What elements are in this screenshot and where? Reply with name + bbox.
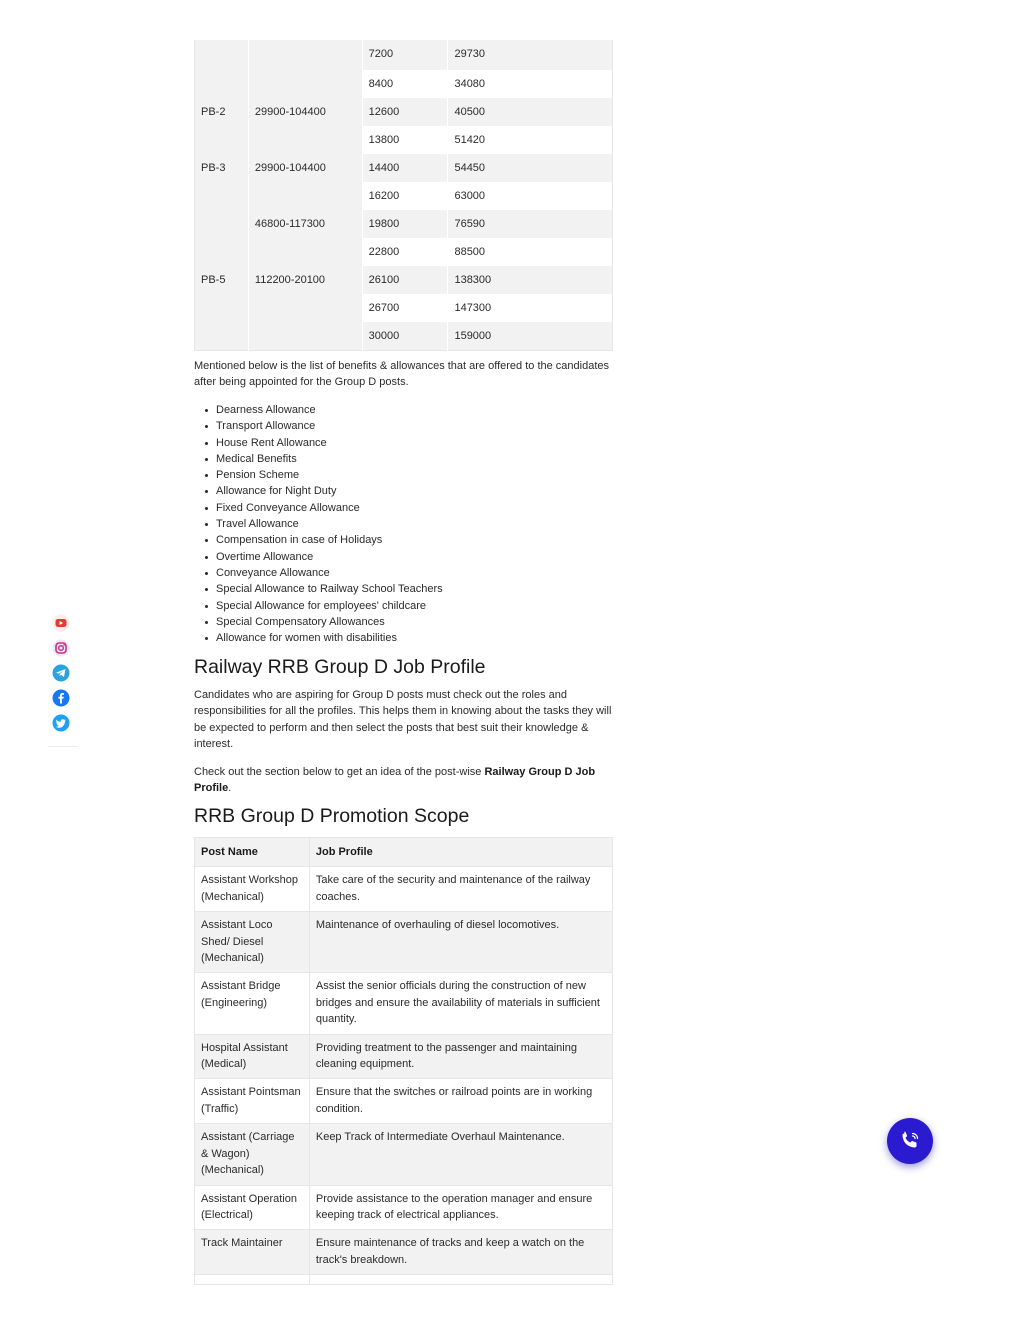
job-profile-cell: Ensure that the switches or railroad points are in working condition. [309, 1079, 612, 1124]
pay-cell: 40500 [448, 98, 613, 126]
pay-range-cell [248, 294, 362, 322]
benefits-intro: Mentioned below is the list of benefits & allowances that are offered to the candidates after being appointed for the Group D posts. [194, 360, 609, 389]
table-row [195, 70, 613, 98]
post-name-cell: Assistant Loco Shed/ Diesel (Mechanical) [195, 912, 310, 973]
youtube-icon[interactable] [52, 614, 70, 632]
table-row [195, 238, 613, 266]
list-item: Pension Scheme [216, 467, 443, 483]
grade-pay-cell: 22800 [362, 238, 448, 266]
job-profile-cell: Provide assistance to the operation manager and ensure keeping track of electrical appliances. [309, 1185, 612, 1230]
list-item: Transport Allowance [216, 418, 443, 434]
grade-pay-cell: 30000 [362, 322, 448, 350]
column-header-post: Post Name [195, 838, 310, 867]
pay-band-cell [195, 294, 249, 322]
table-row [195, 1230, 613, 1275]
pay-range-cell: 29900-104400 [248, 98, 362, 126]
pay-scale-table [194, 40, 613, 351]
pay-range-cell: 46800-117300 [248, 210, 362, 238]
pay-band-cell [195, 70, 249, 98]
table-row [195, 1079, 613, 1124]
post-name-cell: Assistant Bridge (Engineering) [195, 973, 310, 1034]
check-out-paragraph [194, 764, 614, 797]
table-row [195, 322, 613, 350]
phone-icon [898, 1129, 922, 1153]
pay-range-cell [248, 70, 362, 98]
post-name-cell: Assistant (Carriage & Wagon) (Mechanical) [195, 1124, 310, 1185]
pay-cell: 88500 [448, 238, 613, 266]
pay-cell: 138300 [448, 266, 613, 294]
table-row [195, 266, 613, 294]
table-header-row [195, 838, 613, 867]
telegram-icon[interactable] [52, 664, 70, 682]
pay-cell: 147300 [448, 294, 613, 322]
job-profile-cell [309, 1275, 612, 1285]
check-out-suffix: . [228, 782, 232, 795]
list-item: Travel Allowance [216, 516, 443, 532]
column-header-profile: Job Profile [309, 838, 612, 867]
pay-cell: 29730 [448, 40, 613, 70]
list-item: Special Allowance for employees' childcare [216, 598, 443, 614]
table-row-partial [195, 1275, 613, 1285]
grade-pay-cell: 19800 [362, 210, 448, 238]
pay-range-cell [248, 182, 362, 210]
list-item: Fixed Conveyance Allowance [216, 500, 443, 516]
pay-band-cell [195, 126, 249, 154]
pay-band-cell [195, 40, 249, 70]
pay-cell: 159000 [448, 322, 613, 350]
pay-cell: 54450 [448, 154, 613, 182]
pay-band-cell: PB-2 [195, 98, 249, 126]
pay-band-cell [195, 322, 249, 350]
pay-range-cell: 29900-104400 [248, 154, 362, 182]
table-row [195, 867, 613, 912]
job-profile-link-text: Railway Group D Job Profile [194, 766, 596, 795]
twitter-icon[interactable] [52, 714, 70, 732]
job-profile-paragraph: Candidates who are aspiring for Group D posts must check out the roles and responsibilities for all the profiles. This helps them in knowing about the tasks they will be expected to perform and then select the posts that best suit their knowledge & interest. [194, 689, 612, 751]
table-row [195, 210, 613, 238]
pay-cell: 34080 [448, 70, 613, 98]
list-item: Conveyance Allowance [216, 565, 443, 581]
post-name-cell: Hospital Assistant (Medical) [195, 1034, 310, 1079]
pay-band-cell [195, 210, 249, 238]
grade-pay-cell: 26700 [362, 294, 448, 322]
grade-pay-cell: 12600 [362, 98, 448, 126]
grade-pay-cell: 26100 [362, 266, 448, 294]
job-profile-cell: Keep Track of Intermediate Overhaul Maintenance. [309, 1124, 612, 1185]
list-item: Medical Benefits [216, 451, 443, 467]
pay-band-cell: PB-5 [195, 266, 249, 294]
table-row [195, 40, 613, 70]
grade-pay-cell: 8400 [362, 70, 448, 98]
list-item: House Rent Allowance [216, 435, 443, 451]
call-button[interactable] [887, 1118, 933, 1164]
list-item: Overtime Allowance [216, 549, 443, 565]
pay-band-cell [195, 238, 249, 266]
job-profile-heading: Railway RRB Group D Job Profile [194, 656, 486, 678]
table-row [195, 294, 613, 322]
pay-range-cell [248, 238, 362, 266]
promotion-heading: RRB Group D Promotion Scope [194, 805, 470, 827]
post-name-cell [195, 1275, 310, 1285]
job-profile-cell: Providing treatment to the passenger and maintaining cleaning equipment. [309, 1034, 612, 1079]
table-row [195, 98, 613, 126]
table-row [195, 1124, 613, 1185]
list-item: Special Compensatory Allowances [216, 614, 443, 630]
table-row [195, 912, 613, 973]
pay-range-cell [248, 126, 362, 154]
grade-pay-cell: 14400 [362, 154, 448, 182]
table-row [195, 126, 613, 154]
post-name-cell: Assistant Workshop (Mechanical) [195, 867, 310, 912]
job-profile-cell: Take care of the security and maintenance of the railway coaches. [309, 867, 612, 912]
job-profile-cell: Maintenance of overhauling of diesel locomotives. [309, 912, 612, 973]
instagram-icon[interactable] [52, 639, 70, 657]
grade-pay-cell: 16200 [362, 182, 448, 210]
list-item: Dearness Allowance [216, 402, 443, 418]
grade-pay-cell: 7200 [362, 40, 448, 70]
table-row [195, 182, 613, 210]
pay-cell: 76590 [448, 210, 613, 238]
pay-band-cell [195, 182, 249, 210]
pay-cell: 63000 [448, 182, 613, 210]
pay-range-cell: 112200-20100 [248, 266, 362, 294]
table-row [195, 973, 613, 1034]
post-name-cell: Assistant Pointsman (Traffic) [195, 1079, 310, 1124]
benefits-list [194, 402, 443, 646]
list-item: Allowance for women with disabilities [216, 630, 443, 646]
table-row [195, 154, 613, 182]
table-row [195, 1185, 613, 1230]
table-row [195, 1034, 613, 1079]
pay-cell: 51420 [448, 126, 613, 154]
facebook-icon[interactable] [52, 689, 70, 707]
list-item: Compensation in case of Holidays [216, 532, 443, 548]
post-name-cell: Track Maintainer [195, 1230, 310, 1275]
social-bar-divider [48, 746, 78, 747]
list-item: Allowance for Night Duty [216, 483, 443, 499]
pay-range-cell [248, 322, 362, 350]
pay-band-cell: PB-3 [195, 154, 249, 182]
job-profile-cell: Assist the senior officials during the construction of new bridges and ensure the availability of materials in sufficient quantity. [309, 973, 612, 1034]
list-item: Special Allowance to Railway School Teachers [216, 581, 443, 597]
check-out-text: Check out the section below to get an idea of the post-wise [194, 766, 485, 778]
job-profile-cell: Ensure maintenance of tracks and keep a watch on the track's breakdown. [309, 1230, 612, 1275]
grade-pay-cell: 13800 [362, 126, 448, 154]
pay-range-cell [248, 40, 362, 70]
job-profile-table [194, 837, 613, 1285]
post-name-cell: Assistant Operation (Electrical) [195, 1185, 310, 1230]
